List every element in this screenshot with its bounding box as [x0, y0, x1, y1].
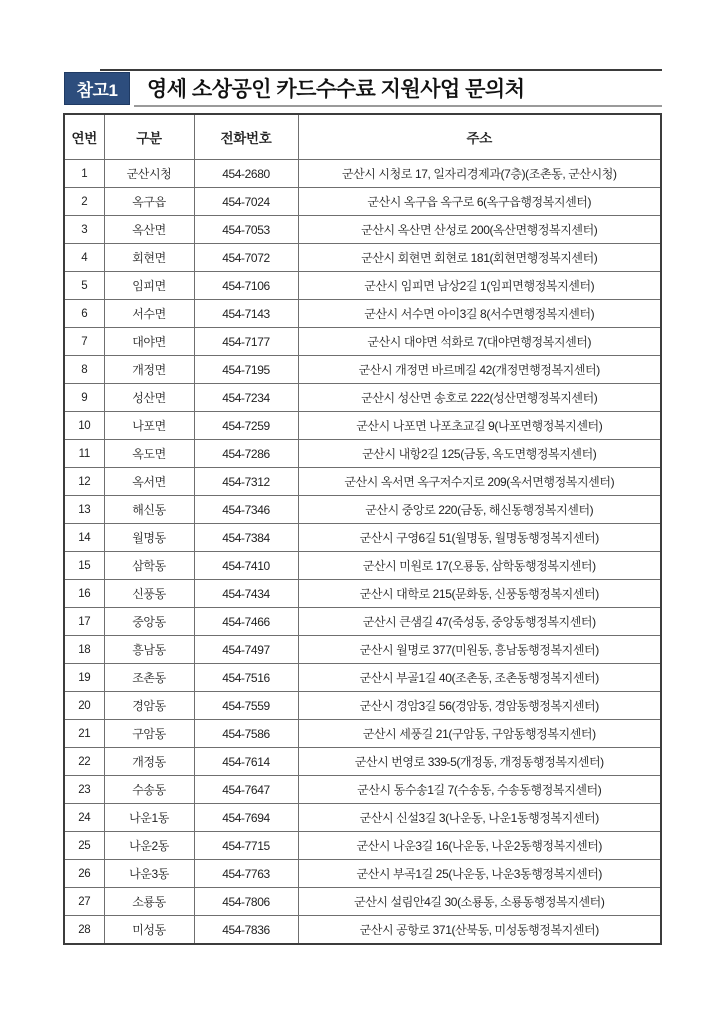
row-number-cell: 23 — [64, 776, 104, 804]
phone-cell: 454-7614 — [194, 748, 298, 776]
district-cell: 해신동 — [104, 496, 194, 524]
address-cell: 군산시 내항2길 125(금동, 옥도면행정복지센터) — [298, 440, 661, 468]
phone-cell: 454-7806 — [194, 888, 298, 916]
address-cell: 군산시 대학로 215(문화동, 신풍동행정복지센터) — [298, 580, 661, 608]
table-row — [64, 804, 661, 832]
phone-cell: 454-7234 — [194, 384, 298, 412]
phone-cell: 454-7763 — [194, 860, 298, 888]
phone-cell: 454-7715 — [194, 832, 298, 860]
row-number-cell: 28 — [64, 916, 104, 945]
row-number-cell: 2 — [64, 188, 104, 216]
table-row — [64, 160, 661, 188]
address-cell: 군산시 구영6길 51(월명동, 월명동행정복지센터) — [298, 524, 661, 552]
row-number-cell: 16 — [64, 580, 104, 608]
table-row — [64, 412, 661, 440]
row-number-cell: 8 — [64, 356, 104, 384]
row-number-cell: 22 — [64, 748, 104, 776]
row-number-cell: 13 — [64, 496, 104, 524]
phone-cell: 454-7143 — [194, 300, 298, 328]
table-row — [64, 748, 661, 776]
phone-cell: 454-7259 — [194, 412, 298, 440]
district-cell: 수송동 — [104, 776, 194, 804]
phone-cell: 454-7024 — [194, 188, 298, 216]
table-row — [64, 384, 661, 412]
header-cell-phone: 전화번호 — [194, 114, 298, 160]
table-row — [64, 496, 661, 524]
table-header — [64, 114, 661, 160]
row-number-cell: 9 — [64, 384, 104, 412]
phone-cell: 454-7694 — [194, 804, 298, 832]
district-cell: 중앙동 — [104, 608, 194, 636]
table-row — [64, 188, 661, 216]
phone-cell: 454-7384 — [194, 524, 298, 552]
address-cell: 군산시 옥산면 산성로 200(옥산면행정복지센터) — [298, 216, 661, 244]
address-cell: 군산시 나운3길 16(나운동, 나운2동행정복지센터) — [298, 832, 661, 860]
address-cell: 군산시 나포면 나포초교길 9(나포면행정복지센터) — [298, 412, 661, 440]
row-number-cell: 14 — [64, 524, 104, 552]
address-cell: 군산시 서수면 아이3길 8(서수면행정복지센터) — [298, 300, 661, 328]
district-cell: 옥산면 — [104, 216, 194, 244]
table-row — [64, 636, 661, 664]
row-number-cell: 5 — [64, 272, 104, 300]
phone-cell: 454-7053 — [194, 216, 298, 244]
phone-cell: 454-7177 — [194, 328, 298, 356]
row-number-cell: 24 — [64, 804, 104, 832]
table-row — [64, 524, 661, 552]
row-number-cell: 19 — [64, 664, 104, 692]
header-cell-address: 주소 — [298, 114, 661, 160]
district-cell: 서수면 — [104, 300, 194, 328]
header-cell-number: 연번 — [64, 114, 104, 160]
header-cell-district: 구분 — [104, 114, 194, 160]
address-cell: 군산시 시청로 17, 일자리경제과(7층)(조촌동, 군산시청) — [298, 160, 661, 188]
address-cell: 군산시 성산면 송호로 222(성산면행정복지센터) — [298, 384, 661, 412]
table-row — [64, 580, 661, 608]
address-cell: 군산시 개정면 바르메길 42(개정면행정복지센터) — [298, 356, 661, 384]
table-row — [64, 552, 661, 580]
district-cell: 경암동 — [104, 692, 194, 720]
row-number-cell: 20 — [64, 692, 104, 720]
address-cell: 군산시 부골1길 40(조촌동, 조촌동행정복지센터) — [298, 664, 661, 692]
table-row — [64, 608, 661, 636]
phone-cell: 454-2680 — [194, 160, 298, 188]
table-row — [64, 300, 661, 328]
table-row — [64, 664, 661, 692]
district-cell: 미성동 — [104, 916, 194, 945]
row-number-cell: 21 — [64, 720, 104, 748]
row-number-cell: 18 — [64, 636, 104, 664]
district-cell: 나운3동 — [104, 860, 194, 888]
phone-cell: 454-7647 — [194, 776, 298, 804]
phone-cell: 454-7586 — [194, 720, 298, 748]
district-cell: 옥서면 — [104, 468, 194, 496]
row-number-cell: 12 — [64, 468, 104, 496]
district-cell: 임피면 — [104, 272, 194, 300]
district-cell: 월명동 — [104, 524, 194, 552]
phone-cell: 454-7286 — [194, 440, 298, 468]
phone-cell: 454-7346 — [194, 496, 298, 524]
phone-cell: 454-7559 — [194, 692, 298, 720]
district-cell: 옥구읍 — [104, 188, 194, 216]
address-cell: 군산시 경암3길 56(경암동, 경암동행정복지센터) — [298, 692, 661, 720]
address-cell: 군산시 미원로 17(오룡동, 삼학동행정복지센터) — [298, 552, 661, 580]
table-row — [64, 692, 661, 720]
phone-cell: 454-7312 — [194, 468, 298, 496]
district-cell: 옥도면 — [104, 440, 194, 468]
row-number-cell: 6 — [64, 300, 104, 328]
address-cell: 군산시 옥구읍 옥구로 6(옥구읍행정복지센터) — [298, 188, 661, 216]
district-cell: 신풍동 — [104, 580, 194, 608]
phone-cell: 454-7466 — [194, 608, 298, 636]
table-row — [64, 440, 661, 468]
row-number-cell: 4 — [64, 244, 104, 272]
phone-cell: 454-7434 — [194, 580, 298, 608]
address-cell: 군산시 부곡1길 25(나운동, 나운3동행정복지센터) — [298, 860, 661, 888]
district-cell: 대야면 — [104, 328, 194, 356]
district-cell: 나운1동 — [104, 804, 194, 832]
district-cell: 나운2동 — [104, 832, 194, 860]
row-number-cell: 25 — [64, 832, 104, 860]
district-cell: 흥남동 — [104, 636, 194, 664]
address-cell: 군산시 신설3길 3(나운동, 나운1동행정복지센터) — [298, 804, 661, 832]
row-number-cell: 26 — [64, 860, 104, 888]
district-cell: 나포면 — [104, 412, 194, 440]
page-title: 영세 소상공인 카드수수료 지원사업 문의처 — [147, 77, 525, 101]
row-number-cell: 11 — [64, 440, 104, 468]
contact-table — [63, 113, 662, 945]
phone-cell: 454-7516 — [194, 664, 298, 692]
table-row — [64, 328, 661, 356]
table-row — [64, 916, 661, 945]
row-number-cell: 3 — [64, 216, 104, 244]
address-cell: 군산시 회현면 회현로 181(회현면행정복지센터) — [298, 244, 661, 272]
address-cell: 군산시 중앙로 220(금동, 해신동행정복지센터) — [298, 496, 661, 524]
table-row — [64, 888, 661, 916]
district-cell: 성산면 — [104, 384, 194, 412]
table-header-row — [64, 114, 661, 160]
address-cell: 군산시 큰샘길 47(죽성동, 중앙동행정복지센터) — [298, 608, 661, 636]
district-cell: 구암동 — [104, 720, 194, 748]
district-cell: 조촌동 — [104, 664, 194, 692]
row-number-cell: 27 — [64, 888, 104, 916]
address-cell: 군산시 임피면 남상2길 1(임피면행정복지센터) — [298, 272, 661, 300]
address-cell: 군산시 세풍길 21(구암동, 구암동행정복지센터) — [298, 720, 661, 748]
table-row — [64, 860, 661, 888]
table-row — [64, 272, 661, 300]
phone-cell: 454-7106 — [194, 272, 298, 300]
address-cell: 군산시 대야면 석화로 7(대야면행정복지센터) — [298, 328, 661, 356]
phone-cell: 454-7195 — [194, 356, 298, 384]
address-cell: 군산시 공항로 371(산북동, 미성동행정복지센터) — [298, 916, 661, 945]
row-number-cell: 17 — [64, 608, 104, 636]
table-row — [64, 468, 661, 496]
table-row — [64, 720, 661, 748]
table-row — [64, 216, 661, 244]
table-row — [64, 776, 661, 804]
table-row — [64, 356, 661, 384]
address-cell: 군산시 번영로 339-5(개정동, 개정동행정복지센터) — [298, 748, 661, 776]
address-cell: 군산시 설림안4길 30(소룡동, 소룡동행정복지센터) — [298, 888, 661, 916]
district-cell: 회현면 — [104, 244, 194, 272]
reference-badge: 참고1 — [64, 72, 130, 105]
header-bottom-rule — [134, 105, 662, 107]
district-cell: 개정면 — [104, 356, 194, 384]
phone-cell: 454-7497 — [194, 636, 298, 664]
district-cell: 소룡동 — [104, 888, 194, 916]
phone-cell: 454-7072 — [194, 244, 298, 272]
table-row — [64, 244, 661, 272]
district-cell: 삼학동 — [104, 552, 194, 580]
phone-cell: 454-7836 — [194, 916, 298, 945]
row-number-cell: 10 — [64, 412, 104, 440]
row-number-cell: 7 — [64, 328, 104, 356]
phone-cell: 454-7410 — [194, 552, 298, 580]
table-row — [64, 832, 661, 860]
address-cell: 군산시 옥서면 옥구저수지로 209(옥서면행정복지센터) — [298, 468, 661, 496]
row-number-cell: 15 — [64, 552, 104, 580]
district-cell: 군산시청 — [104, 160, 194, 188]
district-cell: 개정동 — [104, 748, 194, 776]
row-number-cell: 1 — [64, 160, 104, 188]
table-body — [64, 160, 661, 945]
address-cell: 군산시 동수송1길 7(수송동, 수송동행정복지센터) — [298, 776, 661, 804]
address-cell: 군산시 월명로 377(미원동, 흥남동행정복지센터) — [298, 636, 661, 664]
